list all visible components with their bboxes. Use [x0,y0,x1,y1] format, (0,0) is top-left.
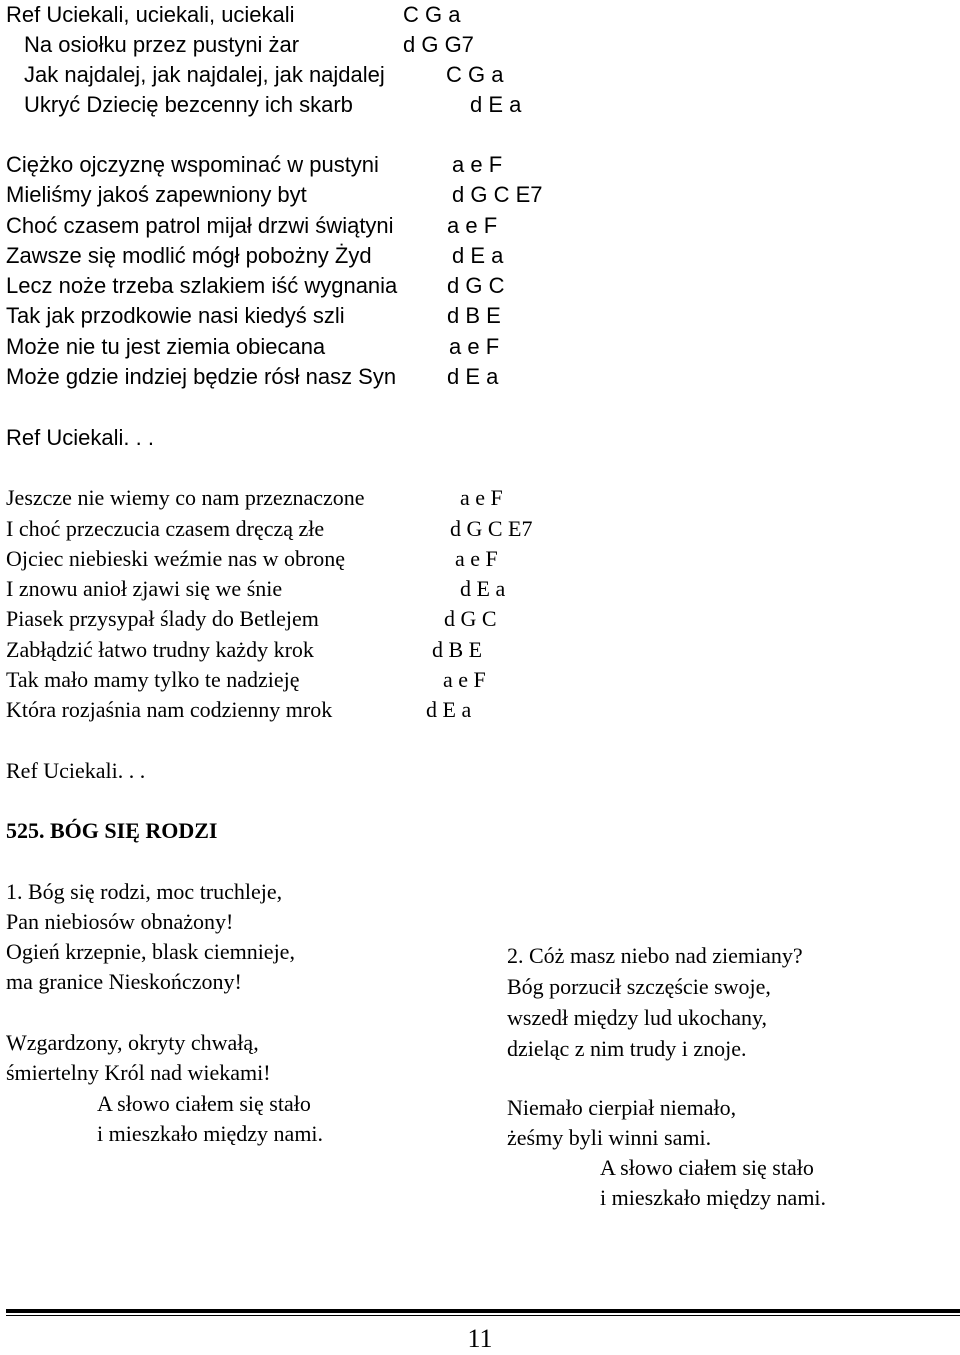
verse1-chords-5: d G C [447,273,505,298]
refrain-repeat-2: Ref Uciekali. . . [6,758,146,783]
refrain-line-3: Jak najdalej, jak najdalej, jak najdalej [24,62,385,87]
song2-right-line-5: Niemało cierpiał niemało, [507,1095,737,1120]
song2-left-line-7: A słowo ciałem się stało [97,1091,311,1116]
song2-right-line-3: wszedł między lud ukochany, [507,1005,768,1030]
refrain-line-4: Ukryć Dziecię bezcenny ich skarb [24,92,353,117]
verse2-chords-6: d B E [432,637,483,662]
song2-left-line-8: i mieszkało między nami. [97,1121,324,1146]
verse2-line-3: Ojciec niebieski weźmie nas w obronę [6,546,346,571]
refrain-repeat-1: Ref Uciekali. . . [6,425,154,450]
refrain-chords-1: C G a [403,2,461,27]
verse2-line-6: Zabłądzić łatwo trudny każdy krok [6,637,314,662]
verse2-line-2: I choć przeczucia czasem dręczą złe [6,516,325,541]
refrain-line-2: Na osiołku przez pustyni żar [24,32,300,57]
verse1-chords-6: d B E [447,303,501,328]
song2-left-line-3: Ogień krzepnie, blask ciemnieje, [6,939,295,964]
footer-rule-thick [6,1309,960,1313]
verse1-line-7: Może nie tu jest ziemia obiecana [6,334,326,359]
song2-right-line-8: i mieszkało między nami. [600,1185,827,1210]
verse2-line-5: Piasek przysypał ślady do Betlejem [6,606,319,631]
song2-left-line-5: Wzgardzony, okryty chwałą, [6,1030,259,1055]
verse2-chords-4: d E a [460,576,506,601]
verse1-line-4: Zawsze się modlić mógł pobożny Żyd [6,243,372,268]
verse1-line-5: Lecz noże trzeba szlakiem iść wygnania [6,273,398,298]
song2-left-line-2: Pan niebiosów obnażony! [6,909,234,934]
song2-left-line-1: 1. Bóg się rodzi, moc truchleje, [6,879,283,904]
verse2-line-4: I znowu anioł zjawi się we śnie [6,576,283,601]
verse1-line-6: Tak jak przodkowie nasi kiedyś szli [6,303,345,328]
verse1-chords-8: d E a [447,364,499,389]
verse1-chords-1: a e F [452,152,503,177]
verse1-line-1: Ciężko ojczyznę wspominać w pustyni [6,152,379,177]
song2-right-line-1: 2. Cóż masz niebo nad ziemiany? [507,943,803,968]
verse1-line-2: Mieliśmy jakoś zapewniony byt [6,182,307,207]
verse1-line-8: Może gdzie indziej będzie rósł nasz Syn [6,364,397,389]
verse2-chords-5: d G C [444,606,497,631]
verse1-chords-3: a e F [447,213,498,238]
song-title: 525. BÓG SIĘ RODZI [6,818,218,843]
verse1-chords-7: a e F [449,334,500,359]
verse2-chords-1: a e F [460,485,503,510]
verse2-chords-7: a e F [443,667,486,692]
verse2-line-7: Tak mało mamy tylko te nadzieję [6,667,300,692]
song2-right-line-6: żeśmy byli winni sami. [507,1125,712,1150]
verse1-chords-4: d E a [452,243,504,268]
song2-right-line-7: A słowo ciałem się stało [600,1155,814,1180]
verse2-line-8: Która rozjaśnia nam codzienny mrok [6,697,333,722]
verse1-chords-2: d G C E7 [452,182,543,207]
verse2-line-1: Jeszcze nie wiemy co nam przeznaczone [6,485,365,510]
refrain-chords-4: d E a [470,92,522,117]
footer-rule-thin [6,1315,960,1316]
verse2-chords-8: d E a [426,697,472,722]
song2-left-line-4: ma granice Nieskończony! [6,969,242,994]
refrain-line-1: Ref Uciekali, uciekali, uciekali [6,2,295,27]
song2-left-line-6: śmiertelny Król nad wiekami! [6,1060,271,1085]
song2-right-line-4: dzieląc z nim trudy i znoje. [507,1036,747,1061]
verse2-chords-2: d G C E7 [450,516,533,541]
verse2-chords-3: a e F [455,546,498,571]
refrain-chords-3: C G a [446,62,504,87]
song2-right-line-2: Bóg porzucił szczęście swoje, [507,974,771,999]
refrain-chords-2: d G G7 [403,32,474,57]
page-number: 11 [467,1324,493,1353]
verse1-line-3: Choć czasem patrol mijał drzwi świątyni [6,213,394,238]
